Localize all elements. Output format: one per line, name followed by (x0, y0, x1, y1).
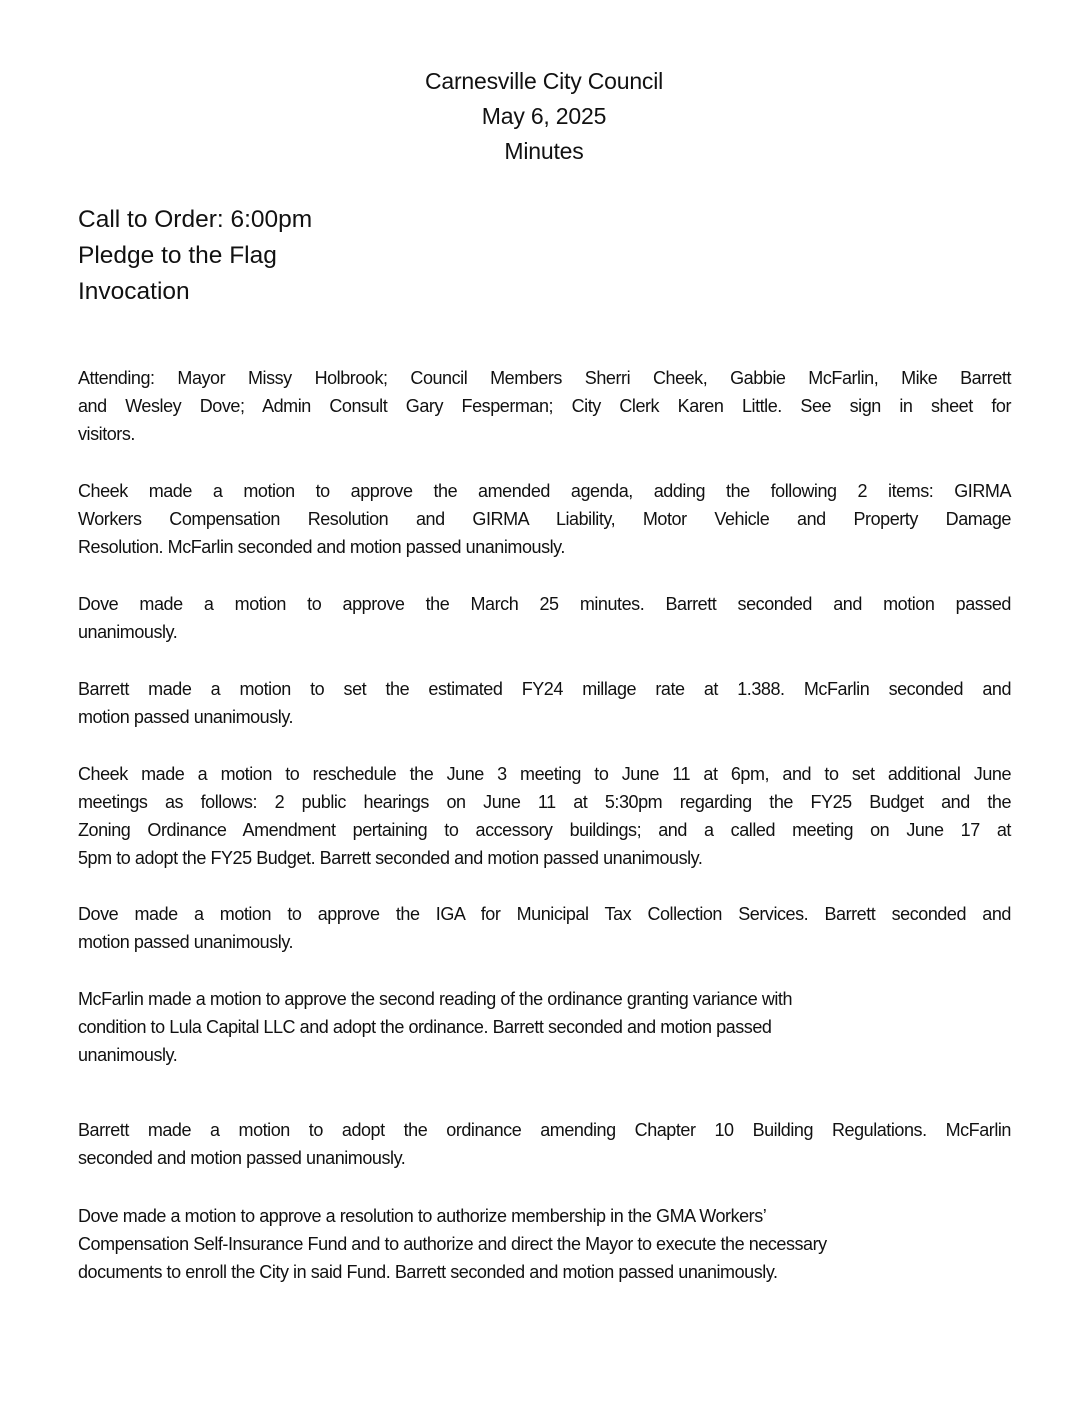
motion-variance-paragraph (78, 985, 1011, 1069)
motion-minutes-paragraph (78, 590, 1011, 646)
pledge-to-flag: Pledge to the Flag (78, 242, 277, 269)
paragraph-line: Dove made a motion to approve the IGA for Municipal Tax Collection Services. Barrett seconded and (78, 904, 1011, 924)
meeting-date: May 6, 2025 (481, 103, 607, 129)
motion-june-meetings-paragraph (78, 760, 1011, 872)
paragraph-line: motion passed unanimously. (78, 707, 294, 727)
paragraph-line: Attending: Mayor Missy Holbrook; Council Members Sherri Cheek, Gabbie McFarlin, Mike Barrett (78, 368, 1011, 388)
motion-building-regulations-paragraph (78, 1116, 1011, 1172)
paragraph-line: motion passed unanimously. (78, 932, 294, 952)
motion-millage-paragraph (78, 675, 1011, 731)
council-title: Carnesville City Council (424, 68, 664, 94)
paragraph-line: Cheek made a motion to approve the amended agenda, adding the following 2 items: GIRMA (78, 481, 1011, 501)
paragraph-line: seconded and motion passed unanimously. (78, 1148, 406, 1168)
paragraph-line: condition to Lula Capital LLC and adopt the ordinance. Barrett seconded and motion passed (78, 1017, 772, 1037)
paragraph-line: unanimously. (78, 1045, 178, 1065)
invocation: Invocation (78, 278, 190, 305)
paragraph-line: Barrett made a motion to set the estimated FY24 millage rate at 1.388. McFarlin seconded and (78, 679, 1011, 699)
paragraph-line: Barrett made a motion to adopt the ordinance amending Chapter 10 Building Regulations. McFarlin (78, 1120, 1011, 1140)
paragraph-line: 5pm to adopt the FY25 Budget. Barrett seconded and motion passed unanimously. (78, 848, 703, 868)
paragraph-line: Dove made a motion to approve a resolution to authorize membership in the GMA Workers’ (78, 1206, 767, 1226)
paragraph-line: McFarlin made a motion to approve the second reading of the ordinance granting variance with (78, 989, 793, 1009)
document-type: Minutes (504, 138, 584, 164)
motion-agenda-paragraph (78, 477, 1011, 561)
paragraph-line: documents to enroll the City in said Fund. Barrett seconded and motion passed unanimously. (78, 1262, 778, 1282)
paragraph-line: Resolution. McFarlin seconded and motion passed unanimously. (78, 537, 565, 557)
call-to-order: Call to Order: 6:00pm (78, 206, 313, 233)
paragraph-line: and Wesley Dove; Admin Consult Gary Fesperman; City Clerk Karen Little. See sign in sheet for (78, 396, 1011, 416)
document-header (0, 64, 1088, 169)
motion-iga-paragraph (78, 900, 1011, 956)
attendance-paragraph (78, 364, 1011, 448)
opening-section (78, 202, 312, 310)
paragraph-line: Dove made a motion to approve the March 25 minutes. Barrett seconded and motion passed (78, 594, 1011, 614)
paragraph-line: Zoning Ordinance Amendment pertaining to accessory buildings; and a called meeting on June 17 at (78, 820, 1011, 840)
paragraph-line: meetings as follows: 2 public hearings on June 11 at 5:30pm regarding the FY25 Budget and the (78, 792, 1011, 812)
paragraph-line: unanimously. (78, 622, 178, 642)
paragraph-line: Compensation Self-Insurance Fund and to authorize and direct the Mayor to execute the necessary (78, 1234, 827, 1254)
paragraph-line: Workers Compensation Resolution and GIRMA Liability, Motor Vehicle and Property Damage (78, 509, 1011, 529)
motion-workers-comp-paragraph (78, 1202, 1011, 1286)
paragraph-line: visitors. (78, 424, 135, 444)
paragraph-line: Cheek made a motion to reschedule the June 3 meeting to June 11 at 6pm, and to set additional June (78, 764, 1011, 784)
